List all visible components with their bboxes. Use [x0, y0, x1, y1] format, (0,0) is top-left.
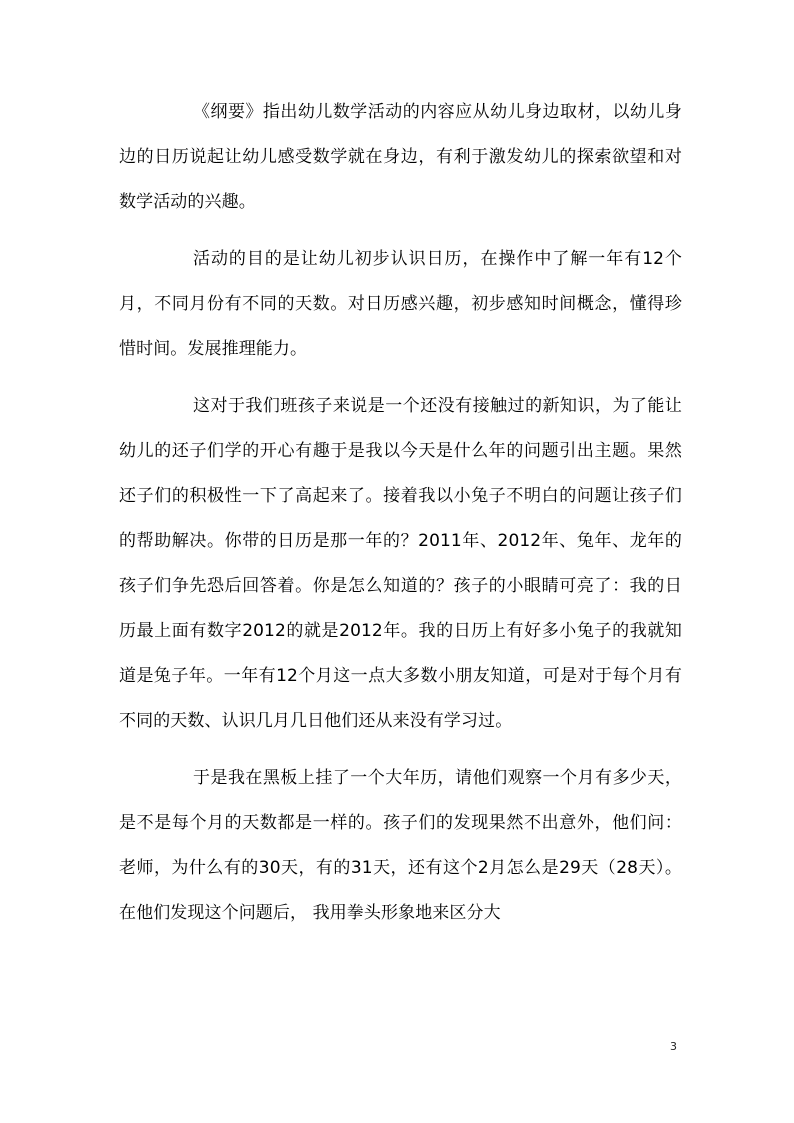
page-number: 3	[670, 1040, 677, 1053]
paragraph-4: 于是我在黑板上挂了一个大年历，请他们观察一个月有多少天，是不是每个月的天数都是一样的。孩子们的发现果然不出意外，他们问：老师，为什么有的30天，有的31天，还有这个2月怎么是29天（28天）。在他们发现这个问题后， 我用拳头形象地来区分大	[119, 768, 682, 923]
paragraph-3: 这对于我们班孩子来说是一个还没有接触过的新知识，为了能让幼儿的还子们学的开心有趣于是我以今天是什么年的问题引出主题。果然还子们的积极性一下了高起来了。接着我以小兔子不明白的问题让孩子们的帮助解决。你带的日历是那一年的？2011年、2012年、兔年、龙年的孩子们争先恐后回答着。你是怎么知道的？孩子的小眼睛可亮了：我的日历最上面有数字2012的就是2012年。我的日历上有好多小兔子的我就知道是兔子年。一年有12个月这一点大多数小朋友知道，可是对于每个月有不同的天数、认识几月几日他们还从来没有学习过。	[119, 396, 682, 731]
paragraph-2: 活动的目的是让幼儿初步认识日历，在操作中了解一年有12个月，不同月份有不同的天数。对日历感兴趣，初步感知时间概念，懂得珍惜时间。发展推理能力。	[119, 249, 682, 359]
paragraph-1: 《纲要》指出幼儿数学活动的内容应从幼儿身边取材，以幼儿身边的日历说起让幼儿感受数学就在身边，有利于激发幼儿的探索欲望和对数学活动的兴趣。	[119, 102, 682, 212]
document-body	[119, 90, 682, 948]
